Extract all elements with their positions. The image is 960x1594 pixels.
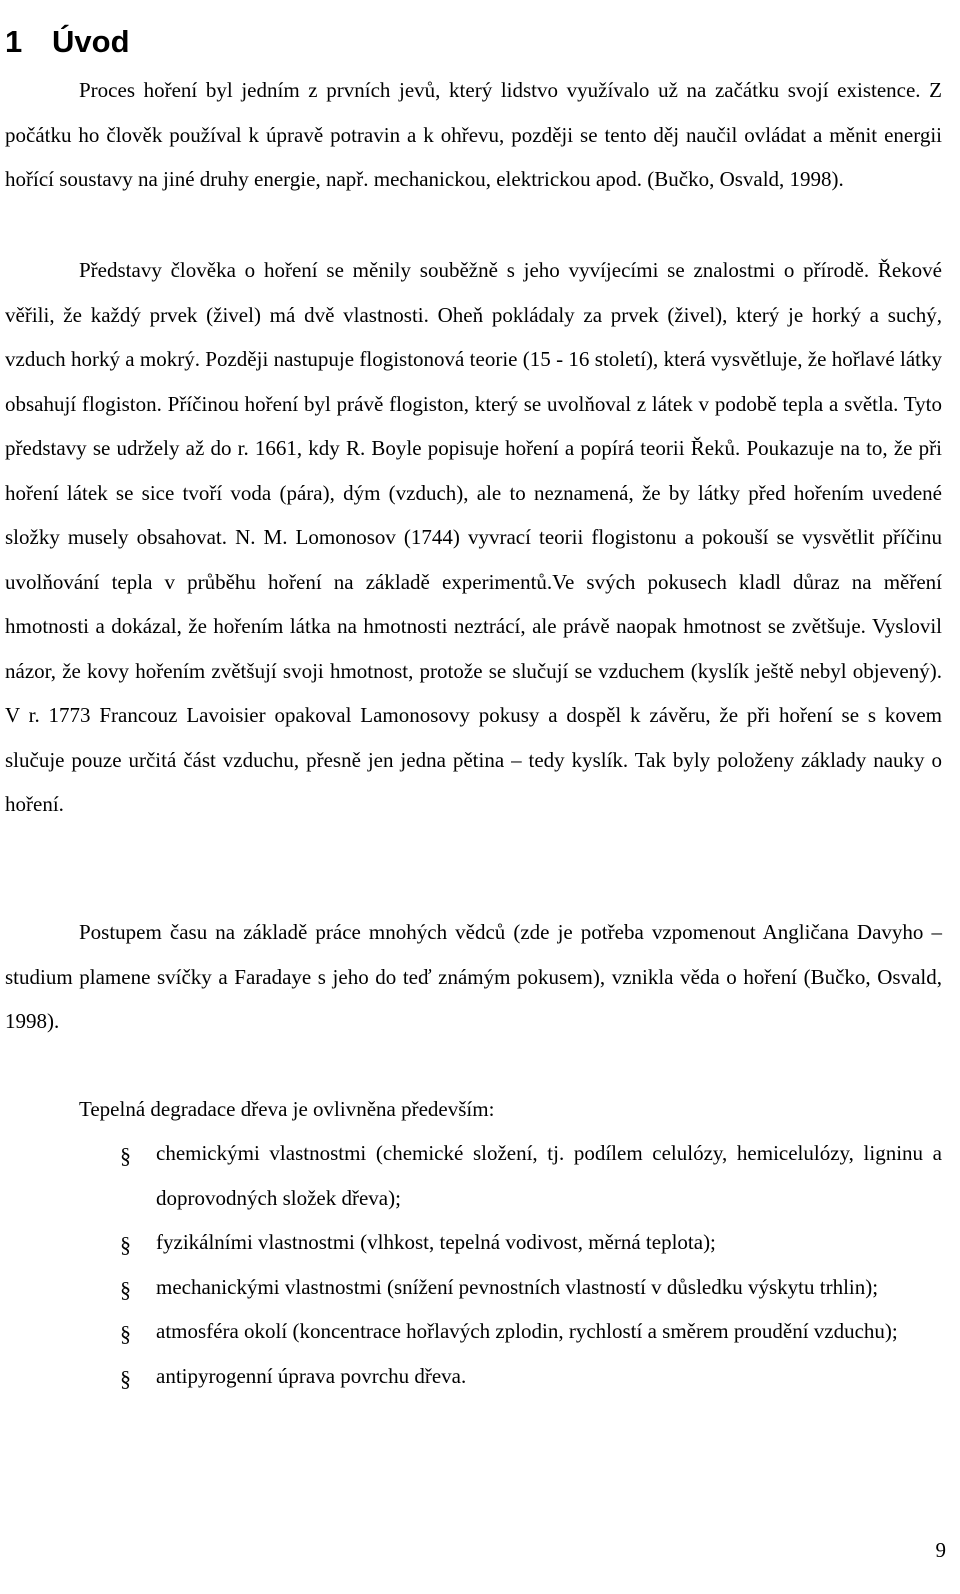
list-item-text: chemickými vlastnostmi (chemické složení, tj. podílem celulózy, hemicelulózy, ligninu a doprovodných složek dřeva);: [156, 1141, 942, 1210]
section-sign-icon: [119, 1321, 135, 1345]
section-sign-icon: [119, 1232, 135, 1256]
list-item: [5, 1265, 942, 1310]
list-item: [5, 1309, 942, 1354]
paragraph-science: Postupem času na základě práce mnohých vědců (zde je potřeba vzpomenout Angličana Davyho – studium plamene svíčky a Faradaye s jeho do teď známým pokusem), vznikla věda o hoření (Bučko, Osvald, 1998).: [5, 920, 942, 1033]
svg-text:§: §: [120, 1321, 131, 1345]
list-item-text: fyzikálními vlastnostmi (vlhkost, tepelná vodivost, měrná teplota);: [156, 1230, 716, 1254]
list-item-text: atmosféra okolí (koncentrace hořlavých zplodin, rychlostí a směrem proudění vzduchu);: [156, 1319, 898, 1343]
page-number: 9: [935, 1538, 946, 1562]
section-sign-icon: [119, 1366, 135, 1390]
svg-text:§: §: [120, 1365, 131, 1390]
paragraph-intro: Proces hoření byl jedním z prvních jevů, který lidstvo využívalo už na začátku svojí existence. Z počátku ho člověk používal k úpravě potravin a k ohřevu, později se tento děj naučil ovládat a měnit energii hořící soustavy na jiné druhy energie, např. mechanickou, elektrickou apod. (Bučko, Osvald, 1998).: [5, 78, 942, 191]
list-item-text: antipyrogenní úprava povrchu dřeva.: [156, 1363, 467, 1388]
list-item: [5, 1354, 942, 1399]
svg-text:§: §: [120, 1276, 131, 1301]
list-item-text: mechanickými vlastnostmi (snížení pevnostních vlastností v důsledku výskytu trhlin);: [156, 1274, 879, 1299]
list-item: [5, 1220, 942, 1265]
chapter-heading: [5, 23, 130, 61]
list-intro: Tepelná degradace dřeva je ovlivněna především:: [79, 1097, 495, 1121]
svg-text:§: §: [120, 1232, 131, 1256]
list-item: [5, 1131, 942, 1220]
chapter-number: 1: [5, 23, 23, 59]
paragraph-history: Představy člověka o hoření se měnily souběžně s jeho vyvíjecími se znalostmi o přírodě. Řekové věřili, že každý prvek (živel) má dvě vlastnosti. Oheň pokládaly za prvek (živel), který je horký a suchý, vzduch horký a mokrý. Později nastupuje flogistonová teorie (15 - 16 století), která vysvětluje, že hořlavé látky obsahují flogiston. Příčinou hoření byl právě flogiston, který se uvolňoval z látek v podobě tepla a světla. Tyto představy se udržely až do r. 1661, kdy R. Boyle popisuje hoření a popírá teorii Řeků. Poukazuje na to, že při hoření látek se sice tvoří voda (pára), dým (vzduch), ale to neznamená, že by látky před hořením uvedené složky musely obsahovat. N. M. Lomonosov (1744) vyvrací teorii flogistonu a pokouší se vysvětlit příčinu uvolňování tepla v průběhu hoření na základě experimentů.Ve svých pokusech kladl důraz na měření hmotnosti a dokázal, že hořením látka na hmotnosti neztrácí, ale právě naopak hmotnost se zvětšuje. Vyslovil názor, že kovy hořením zvětšují svoji hmotnost, protože se slučují se vzduchem (kyslík ještě nebyl objevený). V r. 1773 Francouz Lavoisier opakoval Lamonosovy pokusy a dospěl k závěru, že při hoření se s kovem slučuje pouze určitá část vzduchu, přesně jen jedna pětina – tedy kyslík. Tak byly položeny základy nauky o hoření.: [5, 258, 942, 816]
section-sign-icon: [119, 1143, 135, 1167]
section-sign-icon: [119, 1277, 135, 1301]
svg-text:§: §: [120, 1143, 131, 1167]
chapter-title: Úvod: [52, 23, 130, 59]
degradation-factors-list: [5, 1131, 942, 1398]
